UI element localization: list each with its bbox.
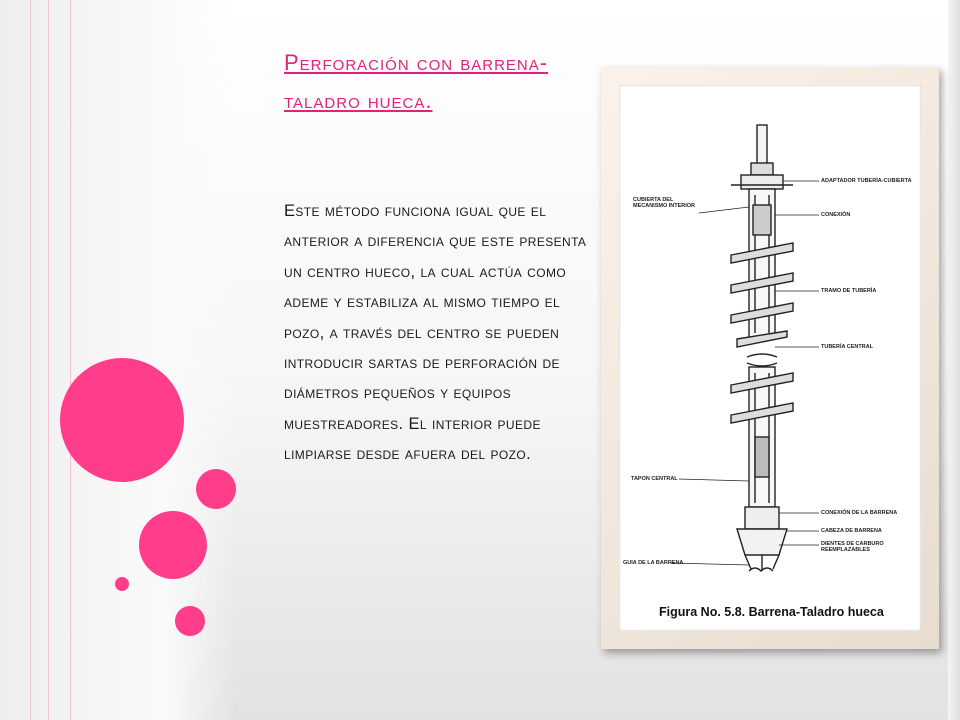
figure-caption: Figura No. 5.8. Barrena-Taladro hueca	[659, 605, 884, 619]
decor-line	[70, 0, 71, 720]
label-dientes: DIENTES DE CARBURO REEMPLAZABLES	[821, 541, 884, 553]
slide-title: Perforación con barrena-taladro hueca.	[284, 50, 549, 113]
decor-circle-large	[60, 358, 184, 482]
label-conexion: CONEXIÓN	[821, 212, 851, 218]
right-decor-band	[948, 0, 960, 720]
decor-line	[30, 0, 31, 720]
decor-circle-small	[196, 469, 236, 509]
label-guia: GUIA DE LA BARRENA	[623, 560, 684, 566]
drill-figure	[619, 85, 921, 631]
decor-line	[48, 0, 49, 720]
decor-circle-small	[175, 606, 205, 636]
decor-circle-tiny	[115, 577, 129, 591]
label-tuberia-central: TUBERÍA CENTRAL	[821, 344, 874, 350]
slide-body	[284, 196, 590, 470]
label-tramo: TRAMO DE TUBERÍA	[821, 288, 877, 294]
label-cubierta: CUBIERTA DEL MECANISMO INTERIOR	[633, 197, 696, 209]
label-conexion-barrena: CONEXIÓN DE LA BARRENA	[821, 510, 898, 516]
body-paragraph-1: Este método funciona igual que el anterior a diferencia que este presenta un centro hueco, la cual actúa como ademe y estabiliza al mismo tiempo el pozo, a través del centro se pueden introducir sartas de perforación de diámetros pequeños y equipos muestreadores.	[284, 202, 587, 433]
label-tapon: TAPON CENTRAL	[631, 476, 678, 482]
picture-frame	[601, 67, 939, 649]
decor-circle-medium	[139, 511, 207, 579]
body-paragraph-2: El interior puede limpiarse desde afuera del pozo.	[284, 414, 541, 464]
label-adaptador: ADAPTADOR TUBERÍA-CUBIERTA	[821, 178, 912, 184]
label-cabeza: CABEZA DE BARRENA	[821, 528, 882, 534]
